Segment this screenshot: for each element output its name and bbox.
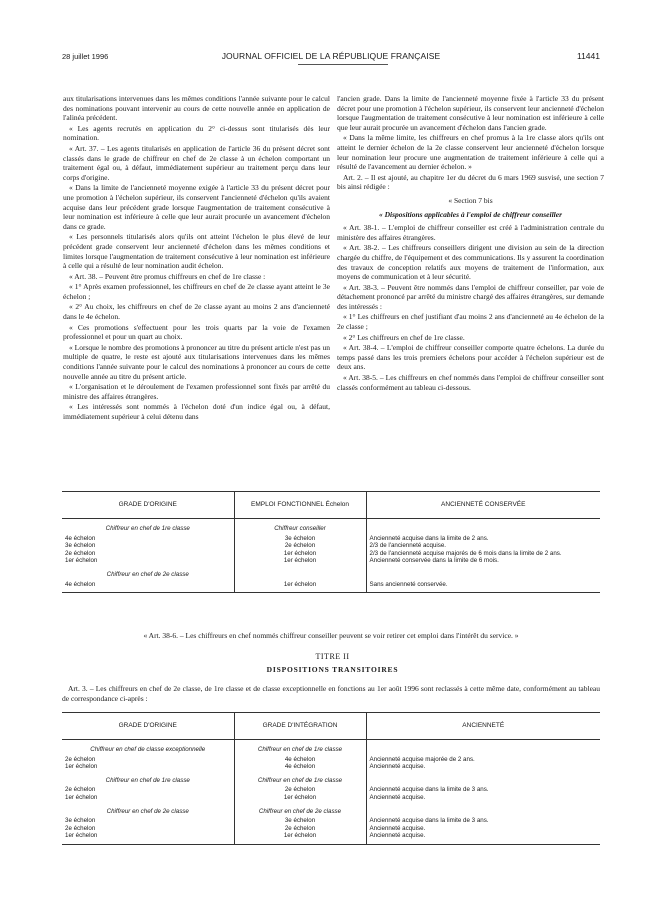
paragraph: « 2° Au choix, les chiffreurs en chef de 2e classe ayant au moins 2 ans d'ancienneté dans le 4e échelon. [63, 302, 330, 322]
right-column [337, 94, 604, 393]
article-2: Art. 2. – Il est ajouté, au chapitre 1er du décret du 6 mars 1969 susvisé, une section 7 bis ainsi rédigée : [337, 172, 604, 192]
group-label: Chiffreur en chef de 1re classe [105, 776, 190, 784]
cell: Ancienneté acquise. [366, 763, 600, 771]
group-label: Chiffreur en chef de classe exceptionnelle [90, 746, 206, 753]
cell: 2e échelon [234, 825, 366, 833]
cell: 3e échelon [234, 535, 366, 543]
table-row [62, 832, 600, 844]
cell: 1er échelon [234, 794, 366, 802]
cell: Ancienneté conservée dans la limite de 6 mois. [366, 557, 600, 565]
paragraph: « Art. 38-5. – Les chiffreurs en chef nommés dans l'emploi de chiffreur conseiller sont classés conformément au tableau ci-dessous. [337, 373, 604, 392]
group-label: Chiffreur en chef de 1re classe [234, 771, 366, 787]
table-row [62, 550, 600, 558]
table-row [62, 581, 600, 593]
table-chiffreur-conseiller [62, 491, 600, 593]
cell: 1er échelon [234, 550, 366, 558]
table-row [62, 763, 600, 771]
table-row [62, 786, 600, 794]
page-header [62, 50, 600, 64]
cell: 4e échelon [65, 534, 96, 542]
group-label: Chiffreur conseiller [234, 519, 366, 535]
column-header: ANCIENNETÉ CONSERVÉE [366, 492, 600, 519]
paragraph: « Dans la limite de l'ancienneté moyenne exigée à l'article 33 du présent décret pour une promotion à l'échelon supérieur, ils conservent l'ancienneté d'échelon qu'ils avaient acquise dans leur précédent grade lorsque l'augmentation de traitement consécutive à leur nomination est inférieure à celle que leur aurait procurée un avancement d'échelon dans ce grade. [63, 183, 330, 231]
cell: 1er échelon [65, 557, 98, 565]
paragraph: « L'organisation et le déroulement de l'examen professionnel sont fixés par arrêté du ministre des affaires étrangères. [63, 382, 330, 401]
cell: Sans ancienneté conservée. [366, 581, 600, 593]
cell: 1er échelon [234, 557, 366, 565]
paragraph: « Art. 38-4. – L'emploi de chiffreur conseiller comporte quatre échelons. La durée du temps passé dans les trois premiers échelons pour accéder à l'échelon supérieur est de deux ans. [337, 343, 604, 372]
paragraph: « Art. 38. – Peuvent être promus chiffreurs en chef de 1re classe : [69, 271, 266, 281]
cell: Ancienneté acquise. [366, 794, 600, 802]
cell: 2e échelon [65, 786, 96, 794]
article-38-6: « Art. 38-6. – Les chiffreurs en chef nommés chiffreur conseiller peuvent se voir retirer cet emploi dans l'intérêt du service. » [143, 631, 519, 640]
paragraph: « Les intéressés sont nommés à l'échelon doté d'un indice égal ou, à défaut, immédiatement supérieur à celui détenu dans [63, 402, 330, 421]
section-heading: « Section 7 bis [448, 195, 493, 205]
header-title: JOURNAL OFFICIEL DE LA RÉPUBLIQUE FRANÇAISE [221, 51, 441, 61]
cell: 1er échelon [65, 793, 98, 801]
article-3 [62, 684, 600, 703]
cell: Ancienneté acquise. [366, 832, 600, 844]
cell: 2/3 de l'ancienneté acquise. [366, 542, 600, 550]
group-label: Chiffreur en chef de 1re classe [234, 740, 366, 756]
header-rule [298, 64, 388, 65]
cell: 2/3 de l'ancienneté acquise majorés de 6 mois dans la limite de 2 ans. [366, 550, 600, 558]
cell: 3e échelon [234, 817, 366, 825]
cell: Ancienneté acquise majorée de 2 ans. [366, 756, 600, 764]
table-row [62, 542, 600, 550]
table-row [62, 794, 600, 802]
paragraph: « 1° Après examen professionnel, les chiffreurs en chef de 2e classe ayant atteint le 3e échelon ; [63, 282, 330, 301]
group-label: Chiffreur en chef de 1re classe [105, 525, 190, 532]
column-header: EMPLOI FONCTIONNEL Échelon [234, 492, 366, 519]
cell: 1er échelon [65, 763, 98, 771]
cell: 1er échelon [234, 581, 366, 593]
header-date: 28 juillet 1996 [62, 52, 109, 61]
group-label: Chiffreur en chef de 2e classe [106, 570, 189, 578]
column-header: GRADE D'INTÉGRATION [234, 713, 366, 740]
cell: 1er échelon [62, 832, 234, 844]
paragraph: « Lorsque le nombre des promotions à prononcer au titre du présent article n'est pas un multiple de quatre, le reste est ajouté aux titularisations intervenues dans les mêmes conditions l'année suivante pour le calcul des nominations à prononcer au cours de cette nouvelle année au titre du présent article. [63, 342, 330, 381]
group-label: Chiffreur en chef de 2e classe [106, 807, 189, 815]
paragraph: aux titularisations intervenues dans les mêmes conditions l'année suivante pour le calcul des nominations pouvant intervenir au cours de cette nouvelle année en application de l'alinéa précédent. [63, 94, 330, 123]
cell: 3e échelon [65, 817, 96, 825]
cell: Ancienneté acquise. [366, 825, 600, 833]
column-header: GRADE D'ORIGINE [62, 713, 234, 740]
column-header: GRADE D'ORIGINE [62, 492, 234, 519]
table-row [62, 825, 600, 833]
titre-subheading: DISPOSITIONS TRANSITOIRES [266, 665, 399, 674]
titre-heading: TITRE II [315, 652, 350, 661]
table-row [62, 535, 600, 543]
column-header: ANCIENNETÉ [366, 713, 600, 740]
paragraph: « Dans la même limite, les chiffreurs en chef promus à la 1re classe alors qu'ils ont atteint le dernier échelon de la 2e classe conservent leur ancienneté d'échelon lorsque leur nomination leur procure une augmentation de traitement inférieure à celle qui a résulté de l'avancement au dernier échelon. » [337, 133, 604, 172]
table-row [62, 756, 600, 764]
cell: 2e échelon [65, 824, 96, 832]
paragraph: « Art. 38-3. – Peuvent être nommés dans l'emploi de chiffreur conseiller, par voie de détachement prononcé par arrêté du ministre chargé des affaires étrangères, sur demande des intéressés : [337, 282, 604, 311]
cell: 4e échelon [62, 581, 234, 593]
cell: 2e échelon [65, 549, 96, 557]
cell: 4e échelon [234, 756, 366, 764]
paragraph: « Art. 38-2. – Les chiffreurs conseillers dirigent une division au sein de la direction chargée du chiffre, de l'équipement et des communications. Ils y assurent la coordination des travaux de conception relatifs aux moyens de traitement de l'information, aux moyens de communication et à leur sécurité. [337, 243, 604, 282]
cell: Ancienneté acquise dans la limite de 2 ans. [366, 535, 600, 543]
paragraph: « Art. 37. – Les agents titularisés en application de l'article 36 du présent décret sont classés dans le grade de chiffreur en chef de 2e classe à un échelon comportant un traitement égal ou, à défaut, immédiatement supérieur au traitement perçu dans leur corps d'origine. [63, 143, 330, 182]
paragraph: « Ces promotions s'effectuent pour les trois quarts par la voie de l'examen professionnel et pour un quart au choix. [63, 322, 330, 342]
paragraph: Art. 3. – Les chiffreurs en chef de 2e classe, de 1re classe et de classe exceptionnelle en fonctions au 1er août 1996 sont reclassés à cette même date, conformément au tableau de correspondance ci-après : [62, 684, 600, 703]
paragraph: l'ancien grade. Dans la limite de l'ancienneté moyenne fixée à l'article 33 du présent décret pour une promotion à l'échelon supérieur, ils conservent leur ancienneté d'échelon lorsque l'augmentation de traitement consécutive à leur nomination est inférieure à celle que leur aurait procurée un avancement d'échelon dans l'ancien grade. [337, 94, 604, 132]
paragraph: « Les agents recrutés en application du 2° ci-dessus sont titularisés dès leur nomination. [63, 123, 330, 143]
cell: 2e échelon [65, 755, 96, 763]
cell: Ancienneté acquise dans la limite de 3 ans. [366, 786, 600, 794]
header-page-number: 11441 [576, 51, 600, 61]
cell: 4e échelon [234, 763, 366, 771]
table-row [62, 817, 600, 825]
cell: 2e échelon [234, 786, 366, 794]
cell: 3e échelon [65, 542, 96, 550]
cell: 2e échelon [234, 542, 366, 550]
table-reclassement [62, 712, 600, 845]
group-label [234, 565, 366, 581]
group-label: Chiffreur en chef de 2e classe [234, 802, 366, 818]
section-title: « Dispositions applicables à l'emploi de chiffreur conseiller [379, 209, 562, 219]
cell: Ancienneté acquise dans la limite de 3 ans. [366, 817, 600, 825]
cell: 1er échelon [234, 832, 366, 844]
paragraph: « 1° Les chiffreurs en chef justifiant d'au moins 2 ans d'ancienneté au 4e échelon de la 2e classe ; [337, 312, 604, 332]
paragraph: « 2° Les chiffreurs en chef de 1re classe. [343, 332, 465, 342]
paragraph: « Art. 38-1. – L'emploi de chiffreur conseiller est créé à l'administration centrale du ministère des affaires étrangères. [337, 223, 604, 242]
left-column [63, 94, 330, 423]
paragraph: « Les personnels titularisés alors qu'ils ont atteint l'échelon le plus élevé de leur précédent grade conservent leur ancienneté d'échelon dans les mêmes conditions et limites lorsque l'augmentation de traitement consécutive à leur nomination est inférieure à celle qui a résulté de leur nomination audit échelon. [63, 232, 330, 271]
table-row [62, 557, 600, 565]
